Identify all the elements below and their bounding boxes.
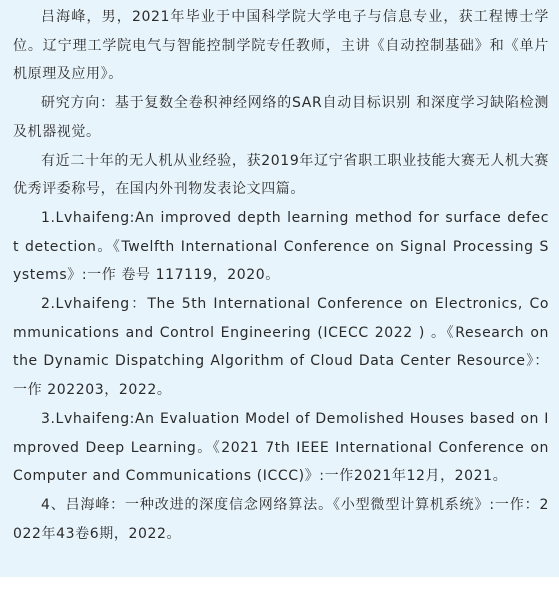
publication-item-4: 4、吕海峰：一种改进的深度信念网络算法。《小型微型计算机系统》:一作：2022年43卷6期，2022。 bbox=[13, 496, 549, 542]
bio-intro-paragraph: 吕海峰，男，2021年毕业于中国科学院大学电子与信息专业，获工程博士学位。辽宁理工学院电气与智能控制学院专任教师，主讲《自动控制基础》和《单片机原理及应用》。 bbox=[13, 9, 549, 83]
publication-item-3: 3.Lvhaifeng:An Evaluation Model of Demolished Houses based on Improved Deep Learning。《2021 7th IEEE International Conference on Computer and Communications (ICCC)》:一作2021年12月，2021。 bbox=[13, 410, 549, 485]
publication-item-1: 1.Lvhaifeng:An improved depth learning method for surface defect detection。《Twelfth International Conference on Signal Processing Systems》:一作 卷号 117119，2020。 bbox=[13, 209, 549, 284]
bottom-white-strip bbox=[0, 577, 559, 591]
research-direction-paragraph: 研究方向：基于复数全卷积神经网络的SAR自动目标识别 和深度学习缺陷检测及机器视觉。 bbox=[13, 95, 549, 140]
publication-item-2: 2.Lvhaifeng：The 5th International Conference on Electronics, Communications and Control Engineering (ICECC 2022 ) 。《Research on the Dynamic Dispatching Algorithm of Cloud Data Center Resource》：一作 202203，2022。 bbox=[13, 296, 549, 399]
experience-paragraph: 有近二十年的无人机从业经验，获2019年辽宁省职工职业技能大赛无人机大赛优秀评委称号，在国内外刊物发表论文四篇。 bbox=[13, 152, 549, 198]
